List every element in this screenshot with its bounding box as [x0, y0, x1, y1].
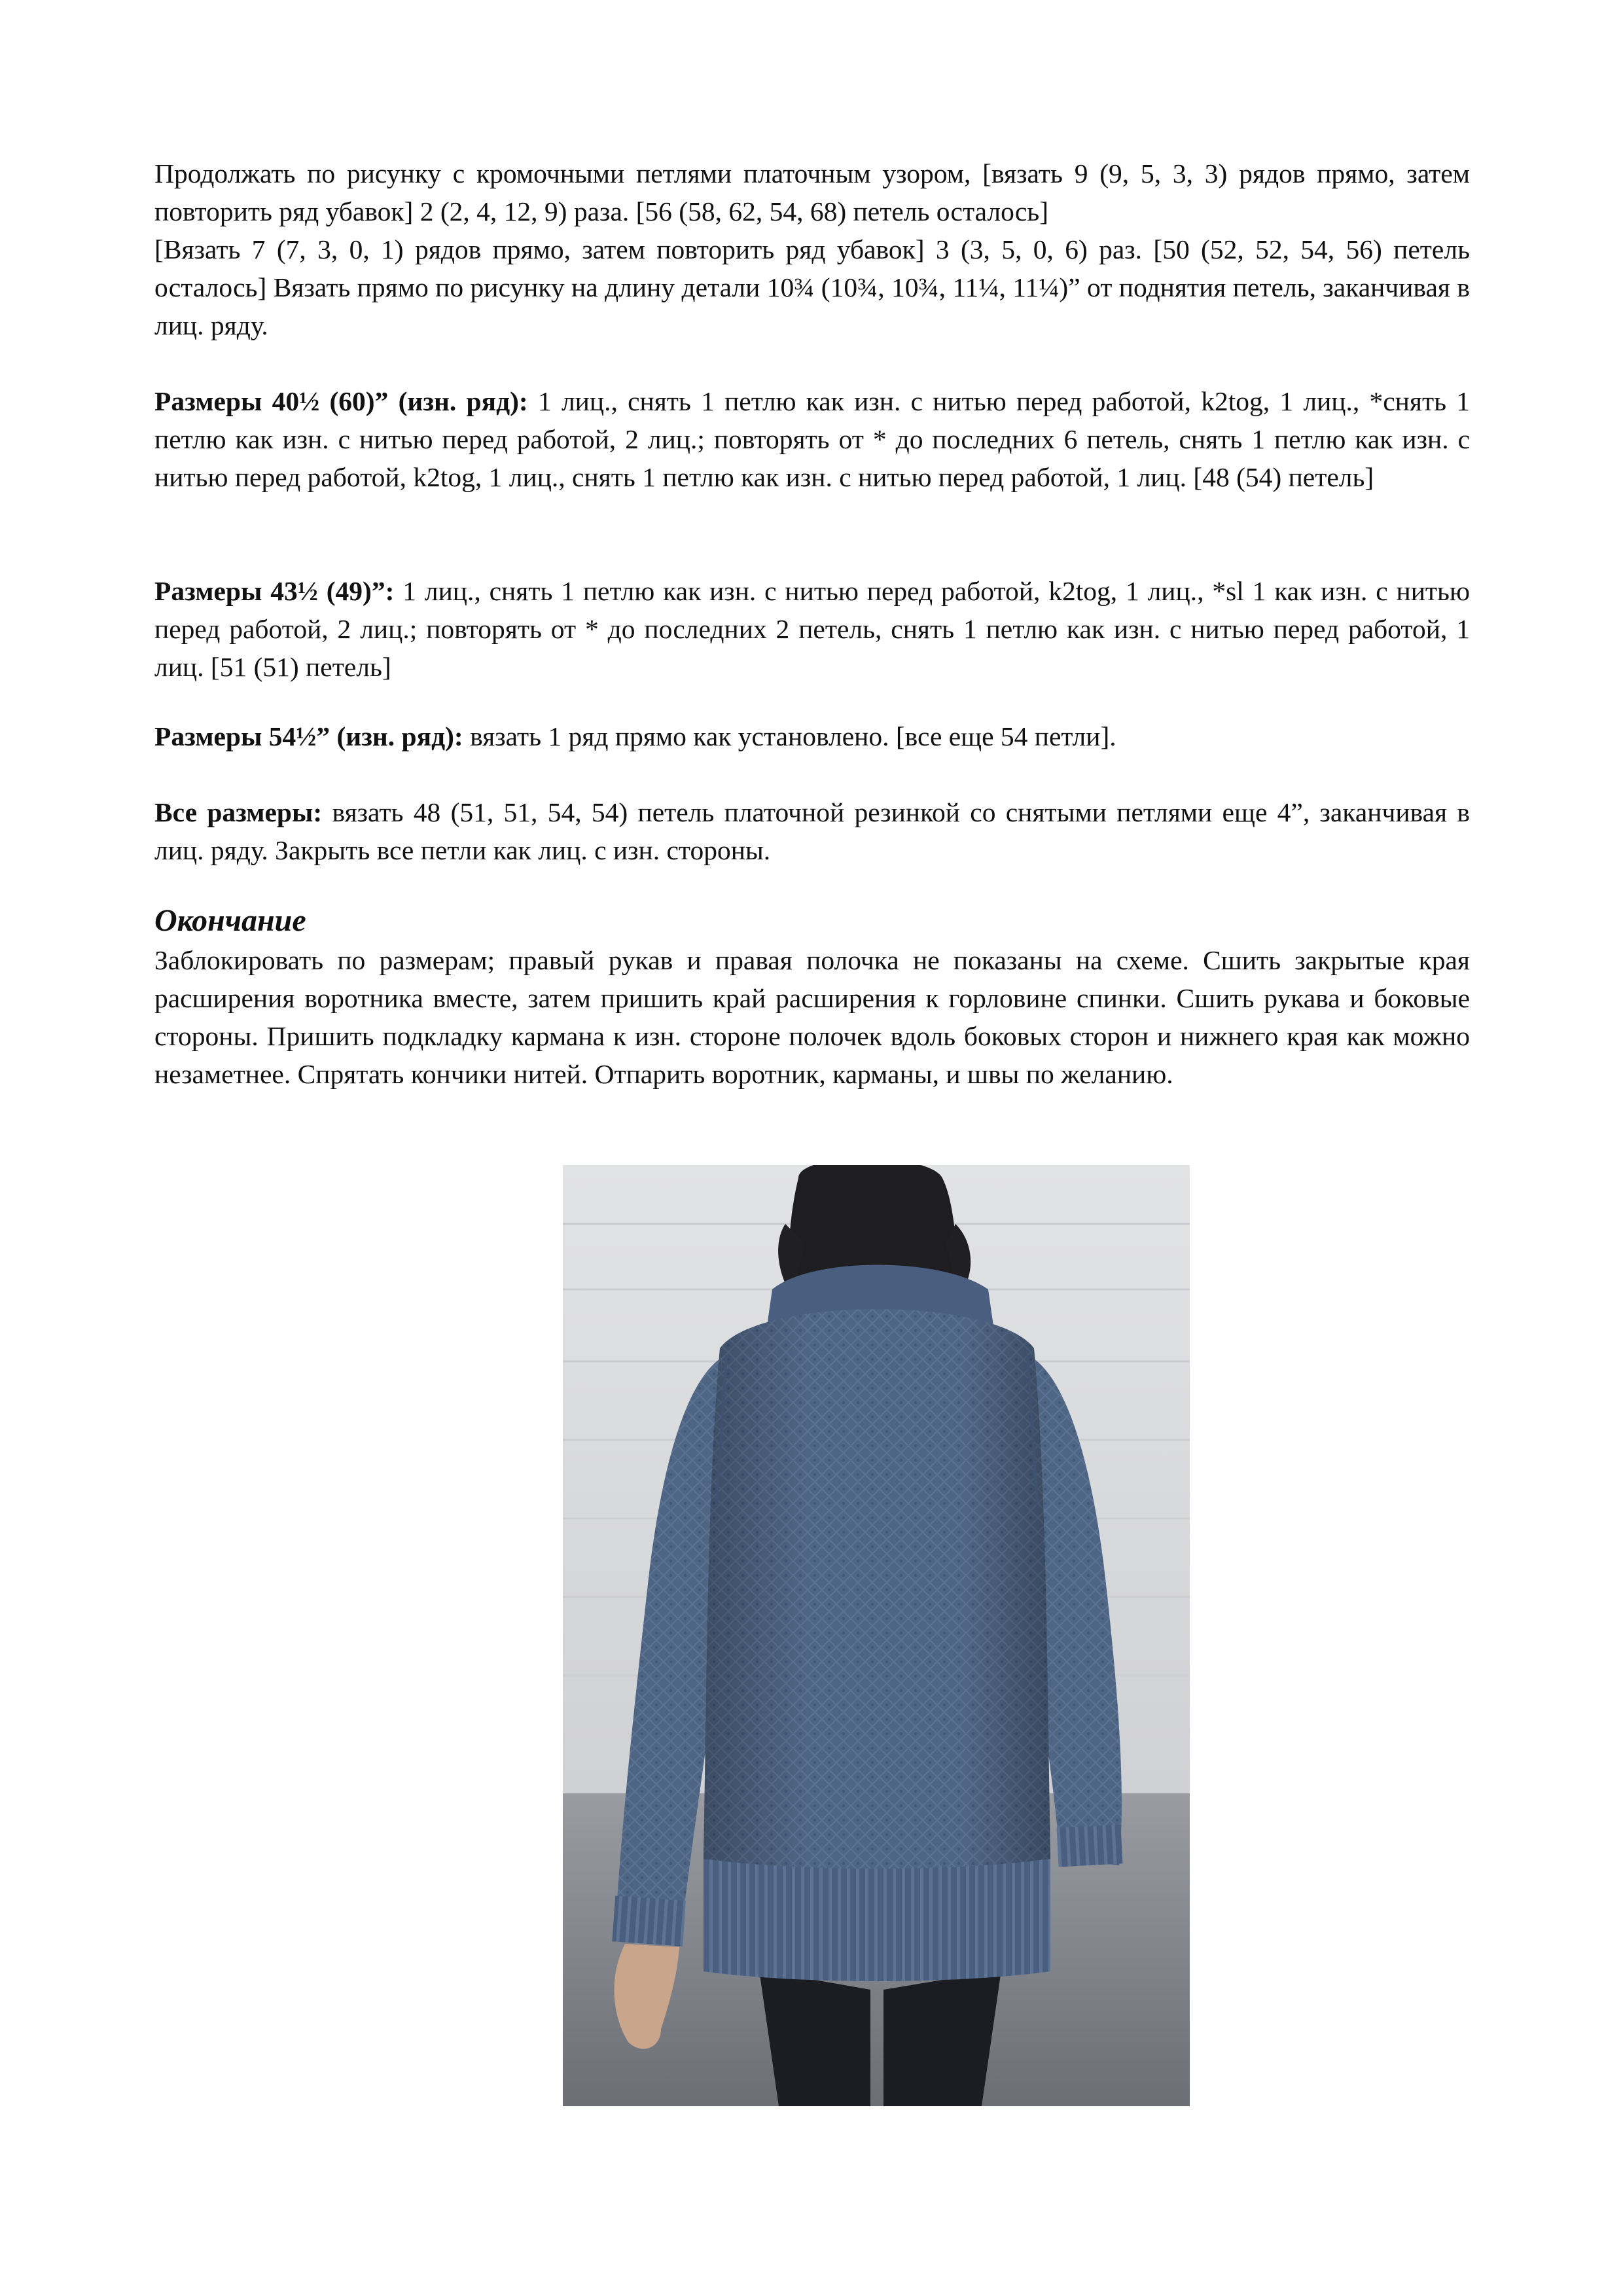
section-sizes-40-60: [154, 382, 1470, 496]
section-label: Размеры 54½” (изн. ряд):: [154, 721, 463, 751]
finishing-text: Заблокировать по размерам; правый рукав и правая полочка не показаны на схеме. Сшить закрытые края расширения воротника вместе, затем пришить край расширения к горловине спинки. Сшить рукава и боковые стороны. Пришить подкладку кармана к изн. стороне полочек вдоль боковых сторон и нижнего края как можно незаметнее. Спрятать кончики нитей. Отпарить воротник, карманы, и швы по желанию.: [154, 945, 1470, 1089]
section-label: Размеры 40½ (60)” (изн. ряд):: [154, 386, 528, 416]
finishing-heading: Окончание: [154, 903, 306, 938]
ribbed-hem: [704, 1859, 1050, 1981]
section-text: 1 лиц., снять 1 петлю как изн. с нитью перед работой, k2tog, 1 лиц., *снять 1 петлю как изн. с нитью перед работой, 2 лиц.; повторять от * до последних 6 петель, снять 1 петлю как изн. с нитью перед работой, k2tog, 1 лиц., снять 1 петлю как изн. с нитью перед работой, 1 лиц. [48 (54) петель]: [154, 386, 1471, 492]
section-sizes-54: [154, 717, 1470, 755]
intro-paragraph-1: Продолжать по рисунку с кромочными петлями платочным узором, [вязать 9 (9, 5, 3, 3) рядов прямо, затем повторить ряд убавок] 2 (2, 4, 12, 9) раза. [56 (58, 62, 54, 68) петель осталось]: [154, 158, 1470, 226]
section-sizes-43-49: [154, 572, 1470, 686]
section-text: 1 лиц., снять 1 петлю как изн. с нитью перед работой, k2tog, 1 лиц., *sl 1 как изн. с нитью перед работой, 2 лиц.; повторять от * до последних 2 петель, снять 1 петлю как изн. с нитью перед работой, 1 лиц. [51 (51) петель]: [154, 576, 1470, 682]
section-label: Размеры 43½ (49)”:: [154, 576, 395, 606]
section-text: вязать 1 ряд прямо как установлено. [все еще 54 петли].: [463, 721, 1116, 751]
section-text: вязать 48 (51, 51, 54, 54) петель платочной резинкой со снятыми петлями еще 4”, заканчивая в лиц. ряду. Закрыть все петли как лиц. с изн. стороны.: [154, 797, 1470, 865]
intro-text: [154, 154, 1470, 344]
sweater-photo: [563, 1165, 1190, 2106]
intro-paragraph-2: [Вязать 7 (7, 3, 0, 1) рядов прямо, затем повторить ряд убавок] 3 (3, 5, 0, 6) раз. [50 (52, 52, 54, 56) петель осталось] Вязать прямо по рисунку на длину детали 10¾ (10¾, 10¾, 11¼, 11¼)” от поднятия петель, заканчивая в лиц. ряду.: [154, 234, 1470, 340]
section-all-sizes: [154, 793, 1470, 869]
sweater-photo-illustration: [563, 1165, 1190, 2106]
section-label: Все размеры:: [154, 797, 323, 827]
